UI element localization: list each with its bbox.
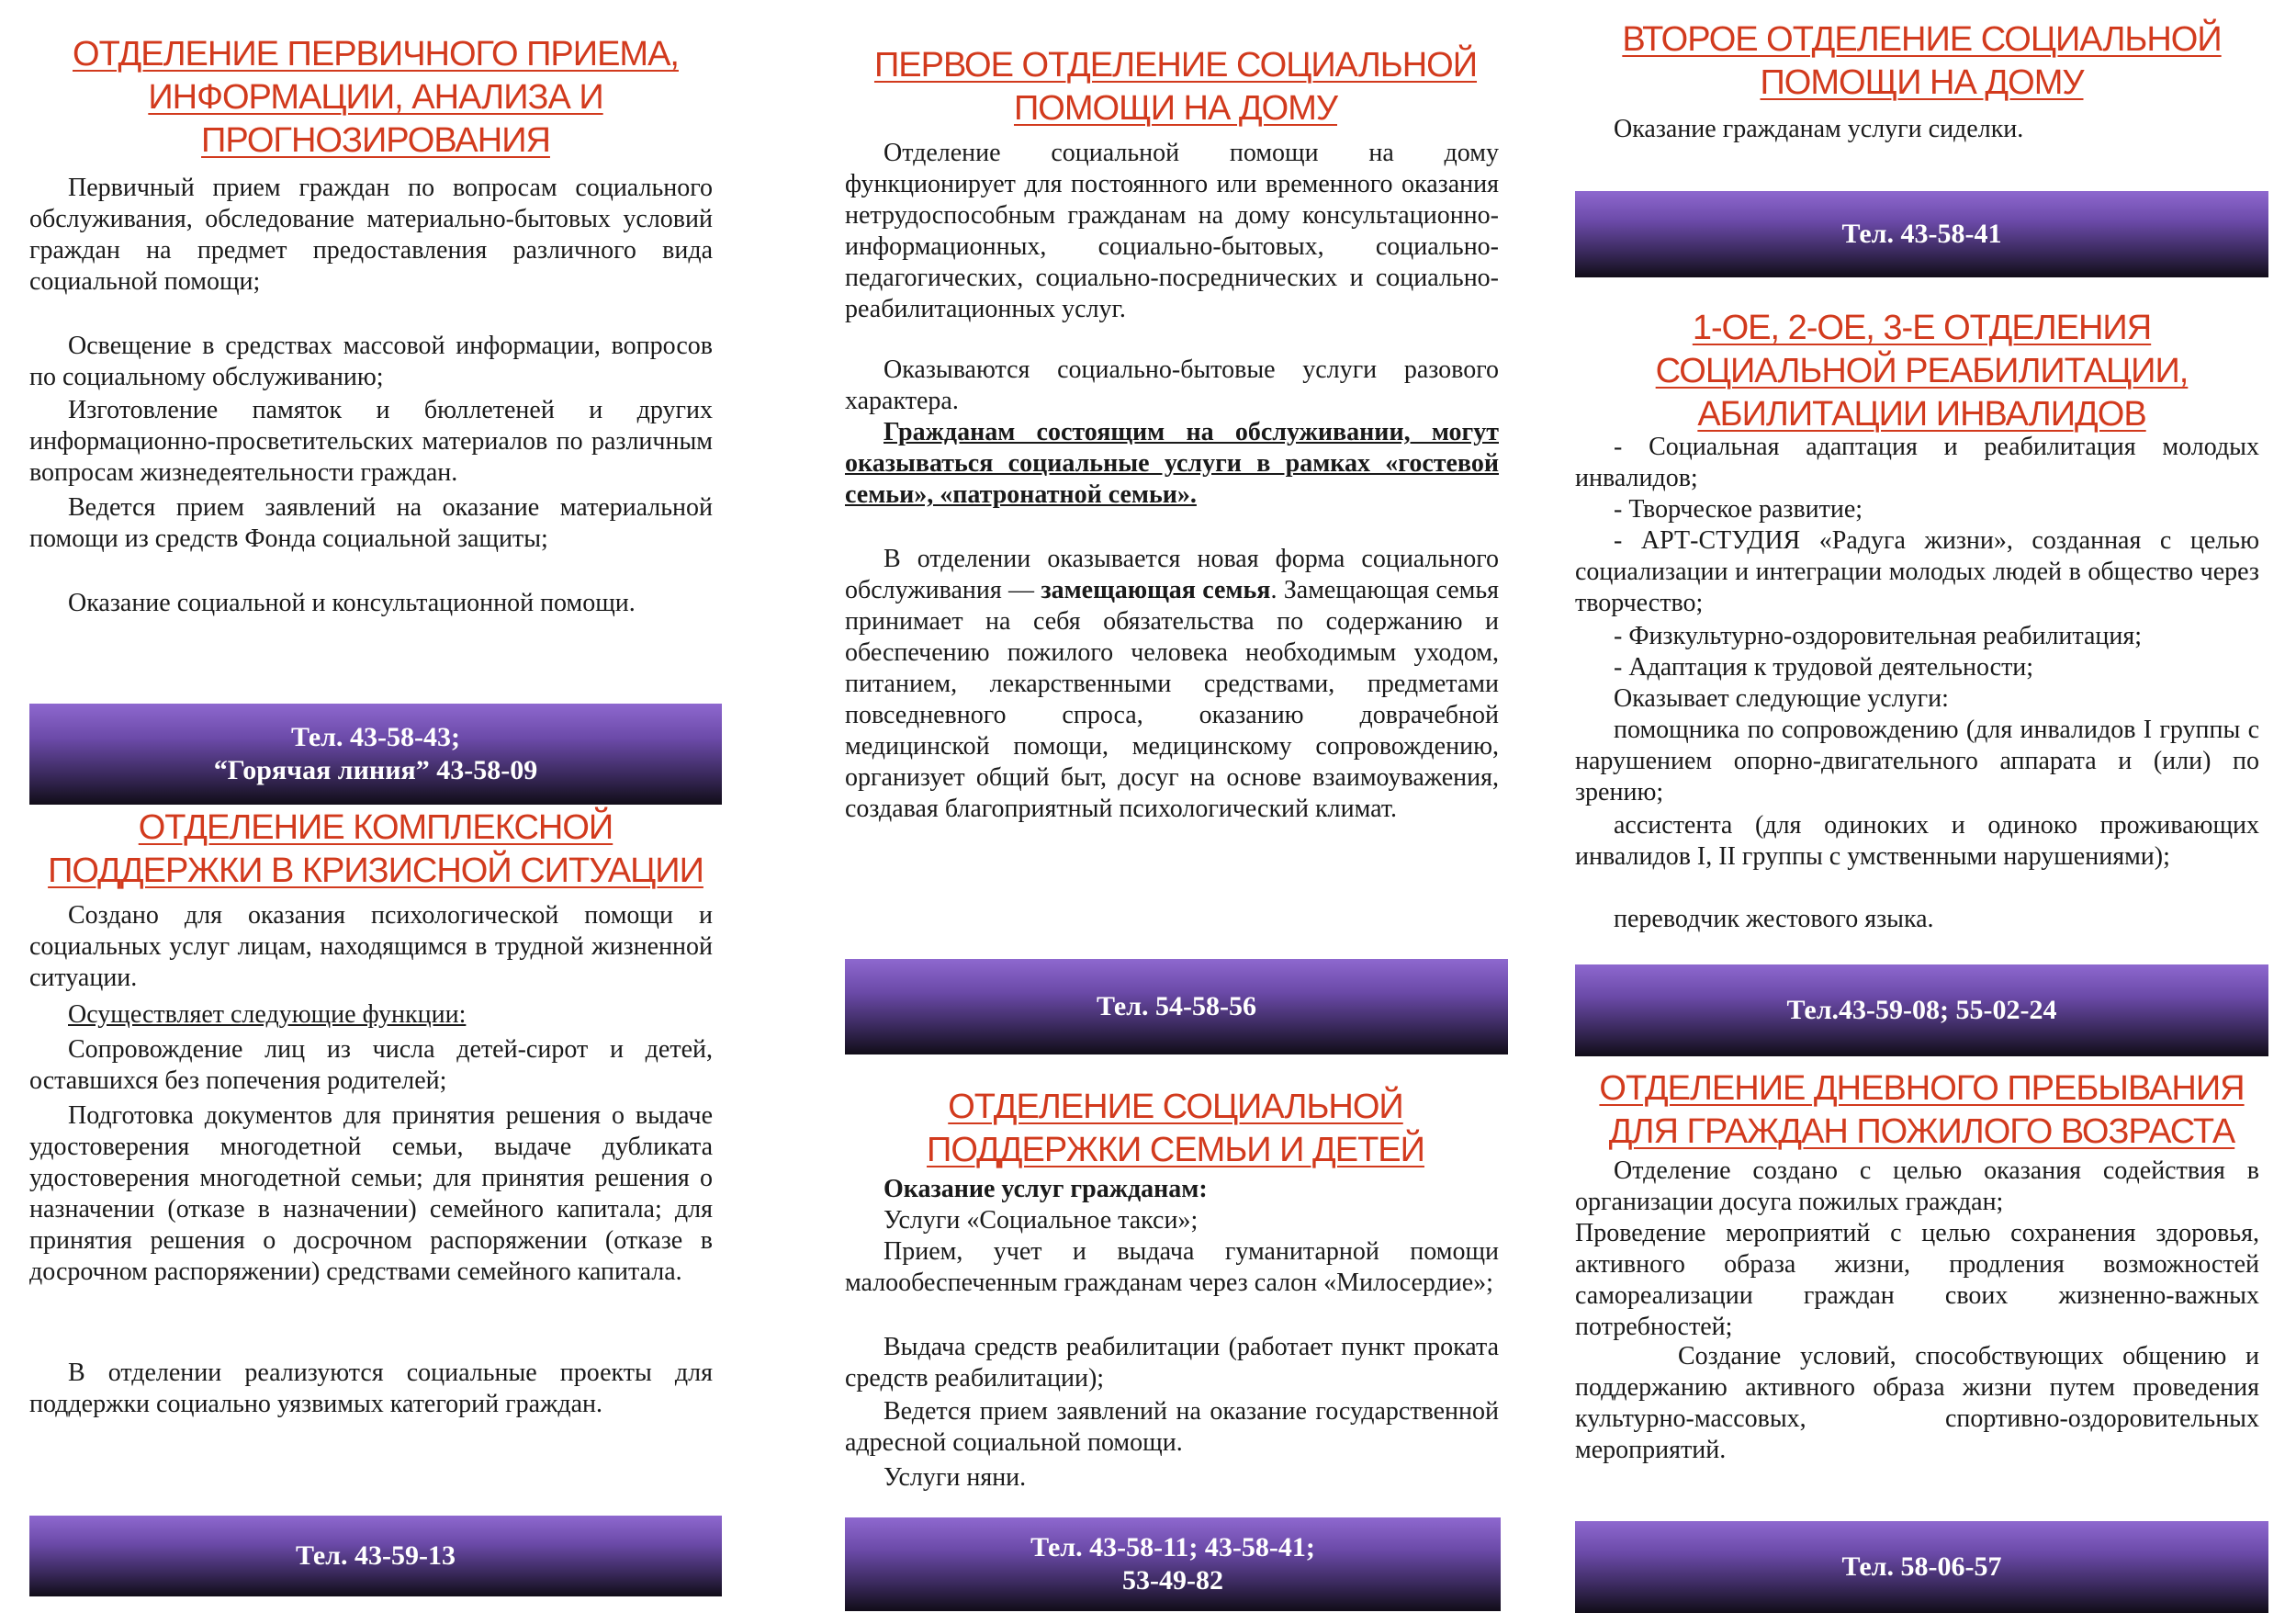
paragraph: Сопровождение лиц из числа детей-сирот и детей, оставшихся без попечения родителей;: [29, 1035, 713, 1095]
paragraph: Первичный прием граждан по вопросам социального обслуживания, обследование материально-бытовых условий граждан на предмет предоставления различного вида социальной помощи;: [29, 174, 713, 296]
section-title-primary-reception: ОТДЕЛЕНИЕ ПЕРВИЧНОГО ПРИЕМА, ИНФОРМАЦИИ, АНАЛИЗА И ПРОГНОЗИРОВАНИЯ: [73, 35, 679, 160]
paragraph: Оказание социальной и консультационной помощи.: [68, 589, 636, 617]
section-title-family-children-support: ОТДЕЛЕНИЕ СОЦИАЛЬНОЙ ПОДДЕРЖКИ СЕМЬИ И ДЕТЕЙ: [927, 1088, 1424, 1169]
paragraph: Отделение социальной помощи на дому функционирует для постоянного или временного оказания нетрудоспособным гражданам на дому консультационно-информационных, социально-бытовых, социально-педагогических, социально-посреднических и социально-реабилитационных услуг.: [845, 139, 1499, 323]
paragraph: переводчик жестового языка.: [1614, 905, 1934, 933]
section-title-first-home-help: ПЕРВОЕ ОТДЕЛЕНИЕ СОЦИАЛЬНОЙ ПОМОЩИ НА ДОМУ: [873, 46, 1478, 128]
phone-bar-day-stay: Тел. 58-06-57: [1575, 1521, 2268, 1613]
section-title-day-stay: ОТДЕЛЕНИЕ ДНЕВНОГО ПРЕБЫВАНИЯ ДЛЯ ГРАЖДАН ПОЖИЛОГО ВОЗРАСТА: [1599, 1069, 2245, 1151]
column-middle: [845, 0, 1506, 1624]
paragraph: Оказывает следующие услуги:: [1614, 684, 1949, 713]
paragraph: ассистента (для одиноких и одиноко проживающих инвалидов I, II группы с умственными нарушениями);: [1575, 811, 2259, 871]
paragraph: - Физкультурно-оздоровительная реабилитация;: [1614, 622, 2143, 650]
phone-bar-second-home-help: Тел. 43-58-41: [1575, 191, 2268, 277]
paragraph: Оказание гражданам услуги сиделки.: [1614, 115, 2024, 143]
phone-bar-family-children-support: Тел. 43-58-11; 43-58-41; 53-49-82: [845, 1517, 1501, 1611]
paragraph: Создание условий, способствующих общению и поддержанию активного образа жизни путем проведения культурно-массовых, спортивно-оздоровительных мероприятий.: [1575, 1342, 2259, 1464]
phone-bar-crisis-support: Тел. 43-59-13: [29, 1516, 722, 1596]
paragraph: Освещение в средствах массовой информации, вопросов по социальному обслуживанию;: [29, 332, 713, 391]
paragraph: Ведется прием заявлений на оказание государственной адресной социальной помощи.: [845, 1397, 1499, 1457]
phone-bar-rehabilitation: Тел.43-59-08; 55-02-24: [1575, 964, 2268, 1056]
section-title-second-home-help: ВТОРОЕ ОТДЕЛЕНИЕ СОЦИАЛЬНОЙ ПОМОЩИ НА ДОМУ: [1622, 20, 2222, 102]
paragraph: Ведется прием заявлений на оказание материальной помощи из средств Фонда социальной защиты;: [29, 493, 713, 553]
paragraph: Прием, учет и выдача гуманитарной помощи малообеспеченным гражданам через салон «Милосердие»;: [845, 1237, 1499, 1297]
section-title-crisis-support: ОТДЕЛЕНИЕ КОМПЛЕКСНОЙ ПОДДЕРЖКИ В КРИЗИСНОЙ СИТУАЦИИ: [48, 808, 703, 890]
paragraph: помощника по сопровождению (для инвалидов I группы с нарушением опорно-двигательного аппарата и (или) по зрению;: [1575, 716, 2259, 806]
paragraph-guest-family: Гражданам состоящим на обслуживании, могут оказываться социальные услуги в рамках «гостевой семьи», «патронатной семьи».: [845, 418, 1499, 509]
paragraph: Отделение создано с целью оказания содействия в организации досуга пожилых граждан;: [1575, 1156, 2259, 1216]
paragraph: Выдача средств реабилитации (работает пункт проката средств реабилитации);: [845, 1333, 1499, 1393]
paragraph: - Творческое развитие;: [1614, 495, 1863, 524]
paragraph-services-heading: Оказание услуг гражданам:: [884, 1175, 1208, 1203]
paragraph: Подготовка документов для принятия решения о выдаче удостоверения многодетной семьи, выдаче дубликата удостоверения многодетной семьи; для принятия решения о назначении (отказе в назначении) семейного капитала; для принятия решения о досрочном распоряжении (отказе в досрочном распоряжении) средствами семейного капитала.: [29, 1101, 713, 1286]
paragraph: Изготовление памяток и бюллетеней и других информационно-просветительских материалов по различным вопросам жизнедеятельности граждан.: [29, 396, 713, 487]
paragraph: Услуги няни.: [884, 1463, 1027, 1492]
paragraph: Услуги «Социальное такси»;: [884, 1206, 1199, 1235]
paragraph: - Социальная адаптация и реабилитация молодых инвалидов;: [1575, 433, 2259, 492]
paragraph: Создано для оказания психологической помощи и социальных услуг лицам, находящимся в трудной жизненной ситуации.: [29, 901, 713, 992]
paragraph: - Адаптация к трудовой деятельности;: [1614, 653, 2034, 682]
phone-bar-first-home-help: Тел. 54-58-56: [845, 959, 1508, 1054]
substitute-family-term: замещающая семья: [1041, 576, 1271, 604]
paragraph: В отделении реализуются социальные проекты для поддержки социально уязвимых категорий граждан.: [29, 1359, 713, 1418]
phone-bar-primary-reception: Тел. 43-58-43; “Горячая линия” 43-58-09: [29, 704, 722, 805]
paragraph: Оказываются социально-бытовые услуги разового характера.: [845, 355, 1499, 415]
section-title-rehabilitation: 1-ОЕ, 2-ОЕ, 3-Е ОТДЕЛЕНИЯ СОЦИАЛЬНОЙ РЕАБИЛИТАЦИИ, АБИЛИТАЦИИ ИНВАЛИДОВ: [1655, 309, 2189, 434]
paragraph-functions-heading: Осуществляет следующие функции:: [68, 1000, 467, 1029]
paragraph: - АРТ-СТУДИЯ «Радуга жизни», созданная с целью социализации и интеграции молодых людей в общество через творчество;: [1575, 526, 2259, 617]
column-right: [1575, 0, 2268, 1624]
paragraph: Проведение мероприятий с целью сохранения здоровья, активного образа жизни, продления возможностей самореализации граждан своих жизненно-важных потребностей;: [1575, 1219, 2259, 1341]
column-left: [29, 0, 722, 1624]
paragraph-substitute-family: В отделении оказывается новая форма социального обслуживания — замещающая семья. Замещающая семья принимает на себя обязательства по содержанию и обеспечению пожилого человека необходимым уходом, питанием, лекарственными средствами, предметами повседневного спроса, оказанию доврачебной медицинской помощи, медицинскому сопровождению, организует общий быт, досуг на основе взаимоуважения, создавая благоприятный психологический климат.: [845, 545, 1499, 823]
